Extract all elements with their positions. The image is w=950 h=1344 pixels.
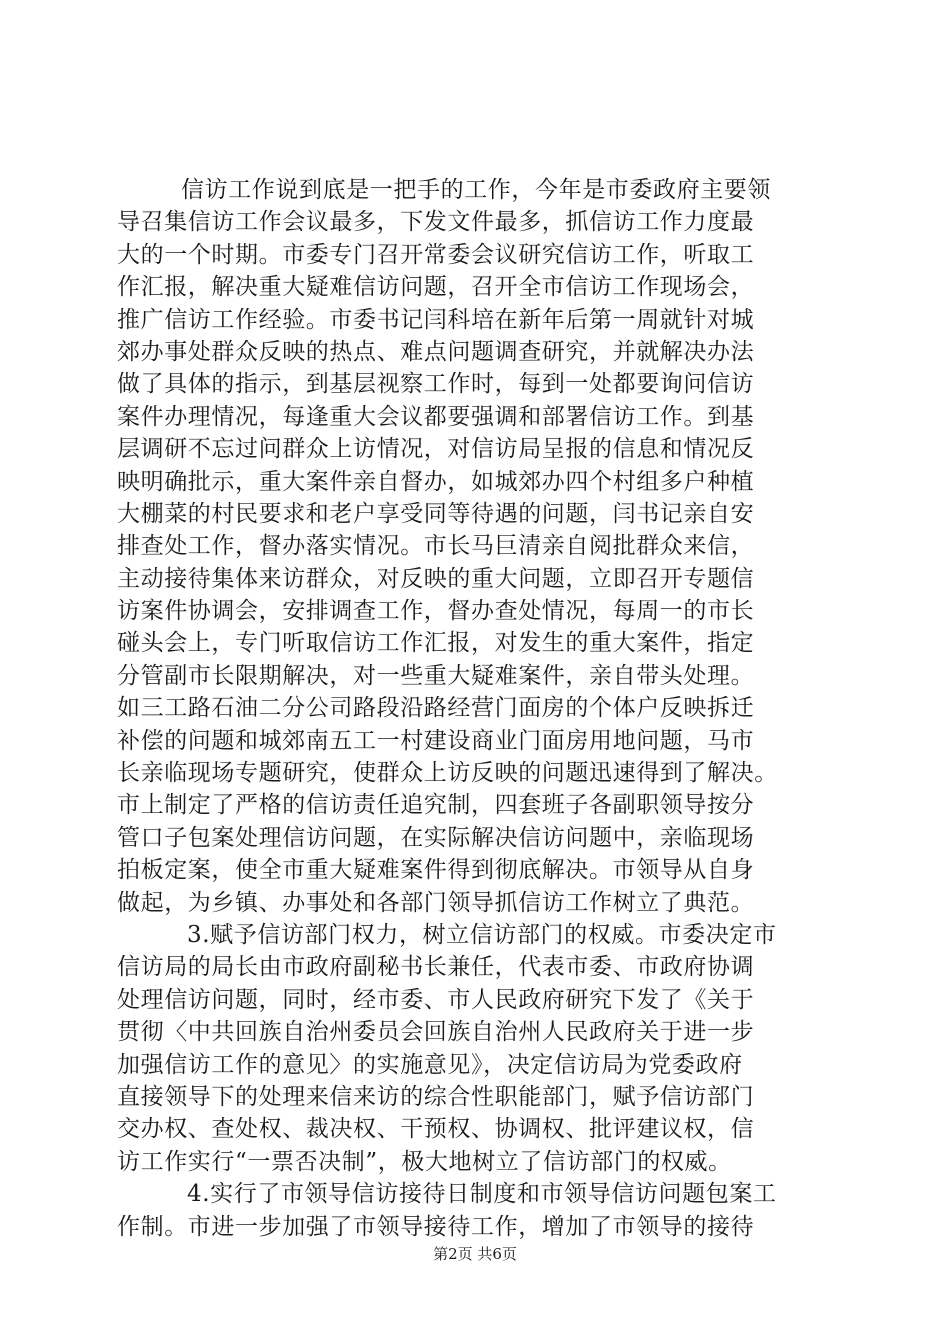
document-body bbox=[117, 174, 833, 1243]
text-line: 交办权、查处权、裁决权、干预权、协调权、批评建议权，信 bbox=[117, 1116, 755, 1143]
text-line: 管口子包案处理信访问题，在实际解决信访问题中，亲临现场 bbox=[117, 824, 755, 851]
paragraph-item-3 bbox=[117, 919, 833, 1178]
text-line: 导召集信访工作会议最多，下发文件最多，抓信访工作力度最 bbox=[117, 209, 755, 236]
text-line: 如三工路石油二分公司路段沿路经营门面房的个体户反映拆迁 bbox=[117, 695, 755, 722]
text-line: 拍板定案，使全市重大疑难案件得到彻底解决。市领导从自身 bbox=[117, 857, 755, 884]
text-line: 分管副市长限期解决，对一些重大疑难案件，亲自带头处理。 bbox=[117, 662, 755, 689]
text-line: 4.实行了市领导信访接待日制度和市领导信访问题包案工 bbox=[187, 1181, 777, 1208]
text-line: 处理信访问题，同时，经市委、市人民政府研究下发了《关于 bbox=[117, 986, 755, 1013]
text-line: 补偿的问题和城郊南五工一村建设商业门面房用地问题，马市 bbox=[117, 727, 755, 754]
paragraph-item-4 bbox=[117, 1178, 833, 1243]
text-line: 贯彻〈中共回族自治州委员会回族自治州人民政府关于进一步 bbox=[117, 1019, 755, 1046]
text-line: 访工作实行“一票否决制”，极大地树立了信访部门的权威。 bbox=[117, 1148, 732, 1175]
paragraph-leadership bbox=[117, 174, 833, 919]
text-line: 层调研不忘过问群众上访情况，对信访局呈报的信息和情况反 bbox=[117, 436, 755, 463]
page-number-footer: 第2页 共6页 bbox=[433, 1245, 517, 1263]
text-line: 做起，为乡镇、办事处和各部门领导抓信访工作树立了典范。 bbox=[117, 889, 755, 916]
text-line: 访案件协调会，安排调查工作，督办查处情况，每周一的市长 bbox=[117, 598, 755, 625]
text-line: 主动接待集体来访群众，对反映的重大问题，立即召开专题信 bbox=[117, 565, 755, 592]
text-line: 大棚菜的村民要求和老户享受同等待遇的问题，闫书记亲自安 bbox=[117, 500, 755, 527]
text-line: 直接领导下的处理来信来访的综合性职能部门，赋予信访部门 bbox=[117, 1083, 755, 1110]
text-line: 信访局的局长由市政府副秘书长兼任，代表市委、市政府协调 bbox=[117, 954, 755, 981]
text-line: 市上制定了严格的信访责任追究制，四套班子各副职领导按分 bbox=[117, 792, 755, 819]
text-line: 加强信访工作的意见〉的实施意见》，决定信访局为党委政府 bbox=[117, 1051, 743, 1078]
text-line: 碰头会上，专门听取信访工作汇报，对发生的重大案件，指定 bbox=[117, 630, 755, 657]
text-line: 排查处工作，督办落实情况。市长马巨清亲自阅批群众来信， bbox=[117, 533, 755, 560]
text-line: 大的一个时期。市委专门召开常委会议研究信访工作，听取工 bbox=[117, 241, 755, 268]
text-line: 长亲临现场专题研究，使群众上访反映的问题迅速得到了解决。 bbox=[117, 760, 778, 787]
text-line: 3.赋予信访部门权力，树立信访部门的权威。市委决定市 bbox=[187, 921, 777, 948]
text-line: 作汇报，解决重大疑难信访问题，召开全市信访工作现场会， bbox=[117, 274, 755, 301]
text-line: 做了具体的指示，到基层视察工作时，每到一处都要询问信访 bbox=[117, 371, 755, 398]
text-line: 郊办事处群众反映的热点、难点问题调查研究，并就解决办法 bbox=[117, 338, 755, 365]
text-line: 映明确批示，重大案件亲自督办，如城郊办四个村组多户种植 bbox=[117, 468, 755, 495]
text-line: 信访工作说到底是一把手的工作，今年是市委政府主要领 bbox=[181, 177, 771, 203]
text-line: 作制。市进一步加强了市领导接待工作，增加了市领导的接待 bbox=[117, 1213, 755, 1240]
text-line: 案件办理情况，每逢重大会议都要强调和部署信访工作。到基 bbox=[117, 403, 755, 430]
text-line: 推广信访工作经验。市委书记闫科培在新年后第一周就针对城 bbox=[117, 306, 755, 333]
